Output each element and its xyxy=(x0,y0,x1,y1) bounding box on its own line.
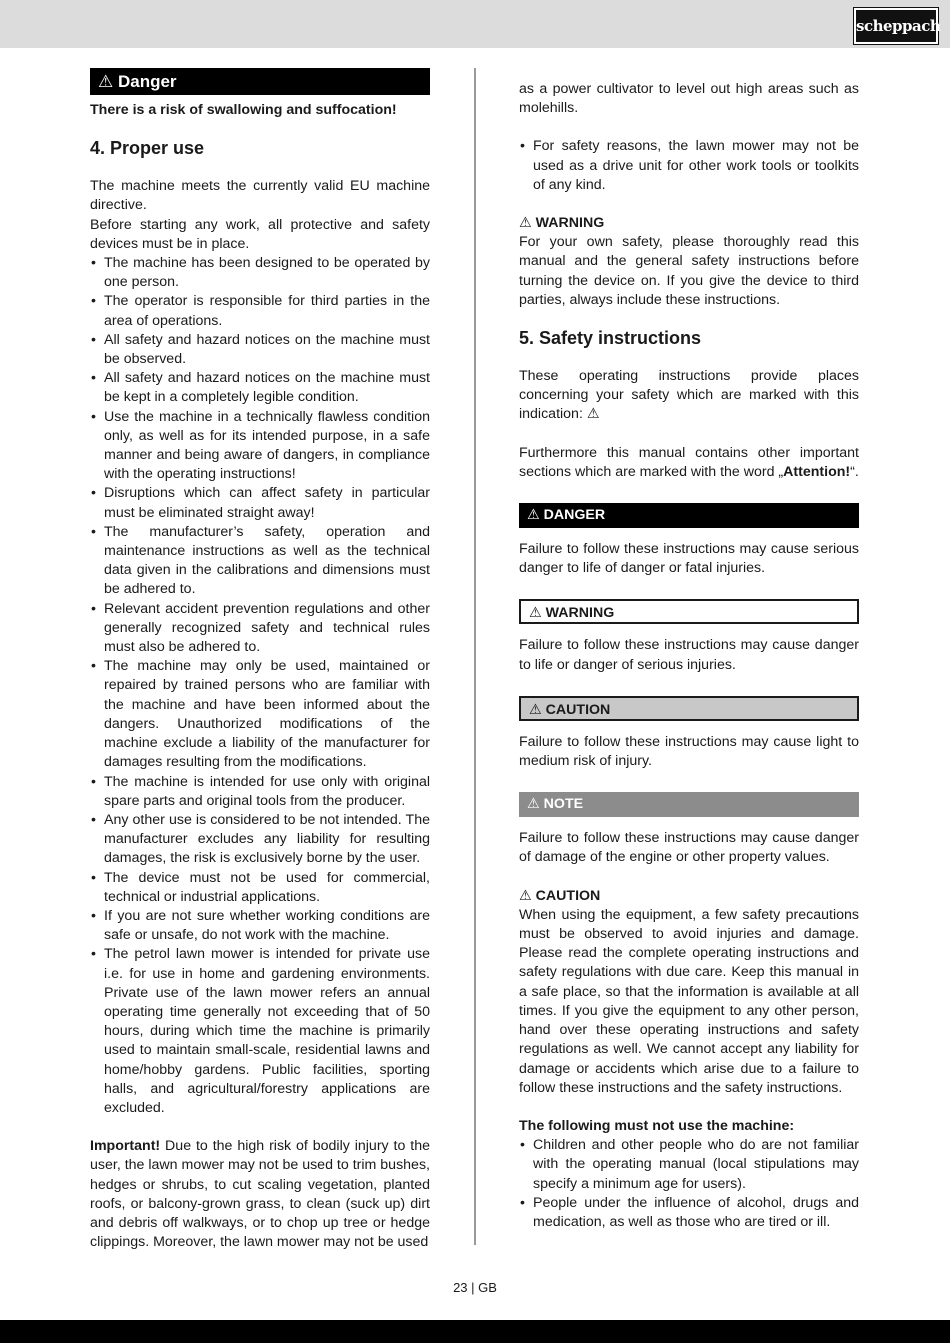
intro-paragraph-2: Before starting any work, all protective and safety devices must be in place. xyxy=(90,216,430,252)
scheppach-logo: scheppach xyxy=(854,8,938,44)
list-item: • The operator is responsible for third parties in the area of operations. xyxy=(90,292,430,330)
caution-text: When using the equipment, a few safety precautions must be observed to avoid injuries and damage. Please read the complete operating instructions and safety regulations with due care. Keep this manual in a safe place, so that the information is available at all times. If you give the equipment to any other person, hand over these operating instructions and safety regulations as well. We cannot accept any liability for damage or accidents which arise due to a failure to follow these instructions and the safety instructions. xyxy=(519,906,859,1096)
list-item: • Disruptions which can affect safety in particular must be eliminated straight away! xyxy=(90,484,430,522)
header-bar xyxy=(0,0,950,48)
important-paragraph xyxy=(90,1137,430,1252)
danger-box: ⚠ DANGER xyxy=(519,503,859,528)
furthermore-text: Furthermore this manual contains other important sections which are marked with the word „ xyxy=(519,444,859,480)
proper-use-list xyxy=(90,254,430,1118)
furthermore-paragraph xyxy=(519,444,859,482)
intro-paragraph-1: The machine meets the currently valid EU machine directive. xyxy=(90,178,430,214)
list-item: • Any other use is considered to be not intended. The manufacturer excludes any liability for resulting damages, the risk is exclusively borne by the user. xyxy=(90,811,430,869)
list-item: • The device must not be used for commercial, technical or industrial applications. xyxy=(90,869,430,907)
danger-label: ⚠ Danger xyxy=(90,68,430,95)
warning-box-text: Failure to follow these instructions may cause danger to life or danger of serious injuries. xyxy=(519,637,859,673)
list-item: • The machine is intended for use only with original spare parts and original tools from the producer. xyxy=(90,773,430,811)
warning-heading: ⚠ WARNING xyxy=(519,215,605,232)
right-column xyxy=(519,80,859,1232)
list-item: • People under the influence of alcohol, drugs and medication, as well as those who are tired or ill. xyxy=(519,1194,859,1232)
continued-text: as a power cultivator to level out high areas such as molehills. xyxy=(519,81,859,117)
caution-heading: ⚠ CAUTION xyxy=(519,887,601,904)
list-item: • Relevant accident prevention regulations and other generally recognized safety and technical rules must also be adhered to. xyxy=(90,600,430,658)
drive-unit-list xyxy=(519,137,859,195)
important-label: Important! xyxy=(90,1138,161,1155)
note-box: ⚠ NOTE xyxy=(519,792,859,817)
list-item: • The manufacturer’s safety, operation and maintenance instructions as well as the technical data given in the calibrations and dimensions must be adhered to. xyxy=(90,523,430,600)
danger-box-text: Failure to follow these instructions may cause serious danger to life of danger or fatal injuries. xyxy=(519,541,859,577)
left-column xyxy=(90,68,430,1252)
attention-word: Attention! xyxy=(783,463,851,480)
list-item: • All safety and hazard notices on the machine must be kept in a completely legible condition. xyxy=(90,369,430,407)
list-item: • Use the machine in a technically flawless condition only, as well as for its intended purpose, in a safe manner and being aware of dangers, in compliance with the operating instructions! xyxy=(90,408,430,485)
section-4-title: 4. Proper use xyxy=(90,138,205,159)
list-item: • Children and other people who do are not familiar with the operating manual (local stipulations may specify a minimum age for users). xyxy=(519,1136,859,1194)
must-not-list xyxy=(519,1136,859,1232)
page-number: 23 | GB xyxy=(453,1280,497,1295)
caution-box: ⚠ CAUTION xyxy=(519,696,859,721)
danger-subtitle: There is a risk of swallowing and suffocation! xyxy=(90,102,397,118)
list-item: • The machine may only be used, maintained or repaired by trained persons who are familiar with the machine and have been informed about the dangers. Unauthorized modifications of the machine exclude a liability of the manufacturer for damages resulting from the modifications. xyxy=(90,657,430,772)
important-text: Due to the high risk of bodily injury to the user, the lawn mower may not be used to trim bushes, hedges or shrubs, to cut scaling vegetation, planted roofs, or balcony-grown grass, to clean (suck up) dirt and debris off walkways, or to chop up tree or hedge clippings. Moreover, the lawn mower may not be used xyxy=(90,1138,430,1251)
list-item: • All safety and hazard notices on the machine must be observed. xyxy=(90,331,430,369)
note-box-text: Failure to follow these instructions may cause danger of damage of the engine or other property values. xyxy=(519,830,859,866)
section-5-title: 5. Safety instructions xyxy=(519,328,702,349)
must-not-title: The following must not use the machine: xyxy=(519,1117,795,1134)
list-item: • If you are not sure whether working conditions are safe or unsafe, do not work with the machine. xyxy=(90,907,430,945)
furthermore-end: “. xyxy=(850,463,859,480)
footer-bar xyxy=(0,1320,950,1343)
list-item: • The machine has been designed to be operated by one person. xyxy=(90,254,430,292)
warning-box: ⚠ WARNING xyxy=(519,599,859,624)
list-item: • The petrol lawn mower is intended for private use i.e. for use in home and gardening environments. Private use of the lawn mower refers an annual operating time generally not exceeding that of 50 hours, during which time the machine is primarily used to maintain small-scale, residential lawns and home/hobby gardens. Public facilities, sporting halls, and agricultural/forestry applications are excluded. xyxy=(90,945,430,1118)
safety-intro: These operating instructions provide places concerning your safety which are marked with this indication: ⚠ xyxy=(519,368,859,423)
column-divider xyxy=(474,68,476,1245)
warning-text: For your own safety, please thoroughly read this manual and the general safety instructions before turning the device on. If you give the device to third parties, always include these instructions. xyxy=(519,234,859,308)
list-item: • For safety reasons, the lawn mower may not be used as a drive unit for other work tools or toolkits of any kind. xyxy=(519,137,859,195)
caution-box-text: Failure to follow these instructions may cause light to medium risk of injury. xyxy=(519,733,859,770)
